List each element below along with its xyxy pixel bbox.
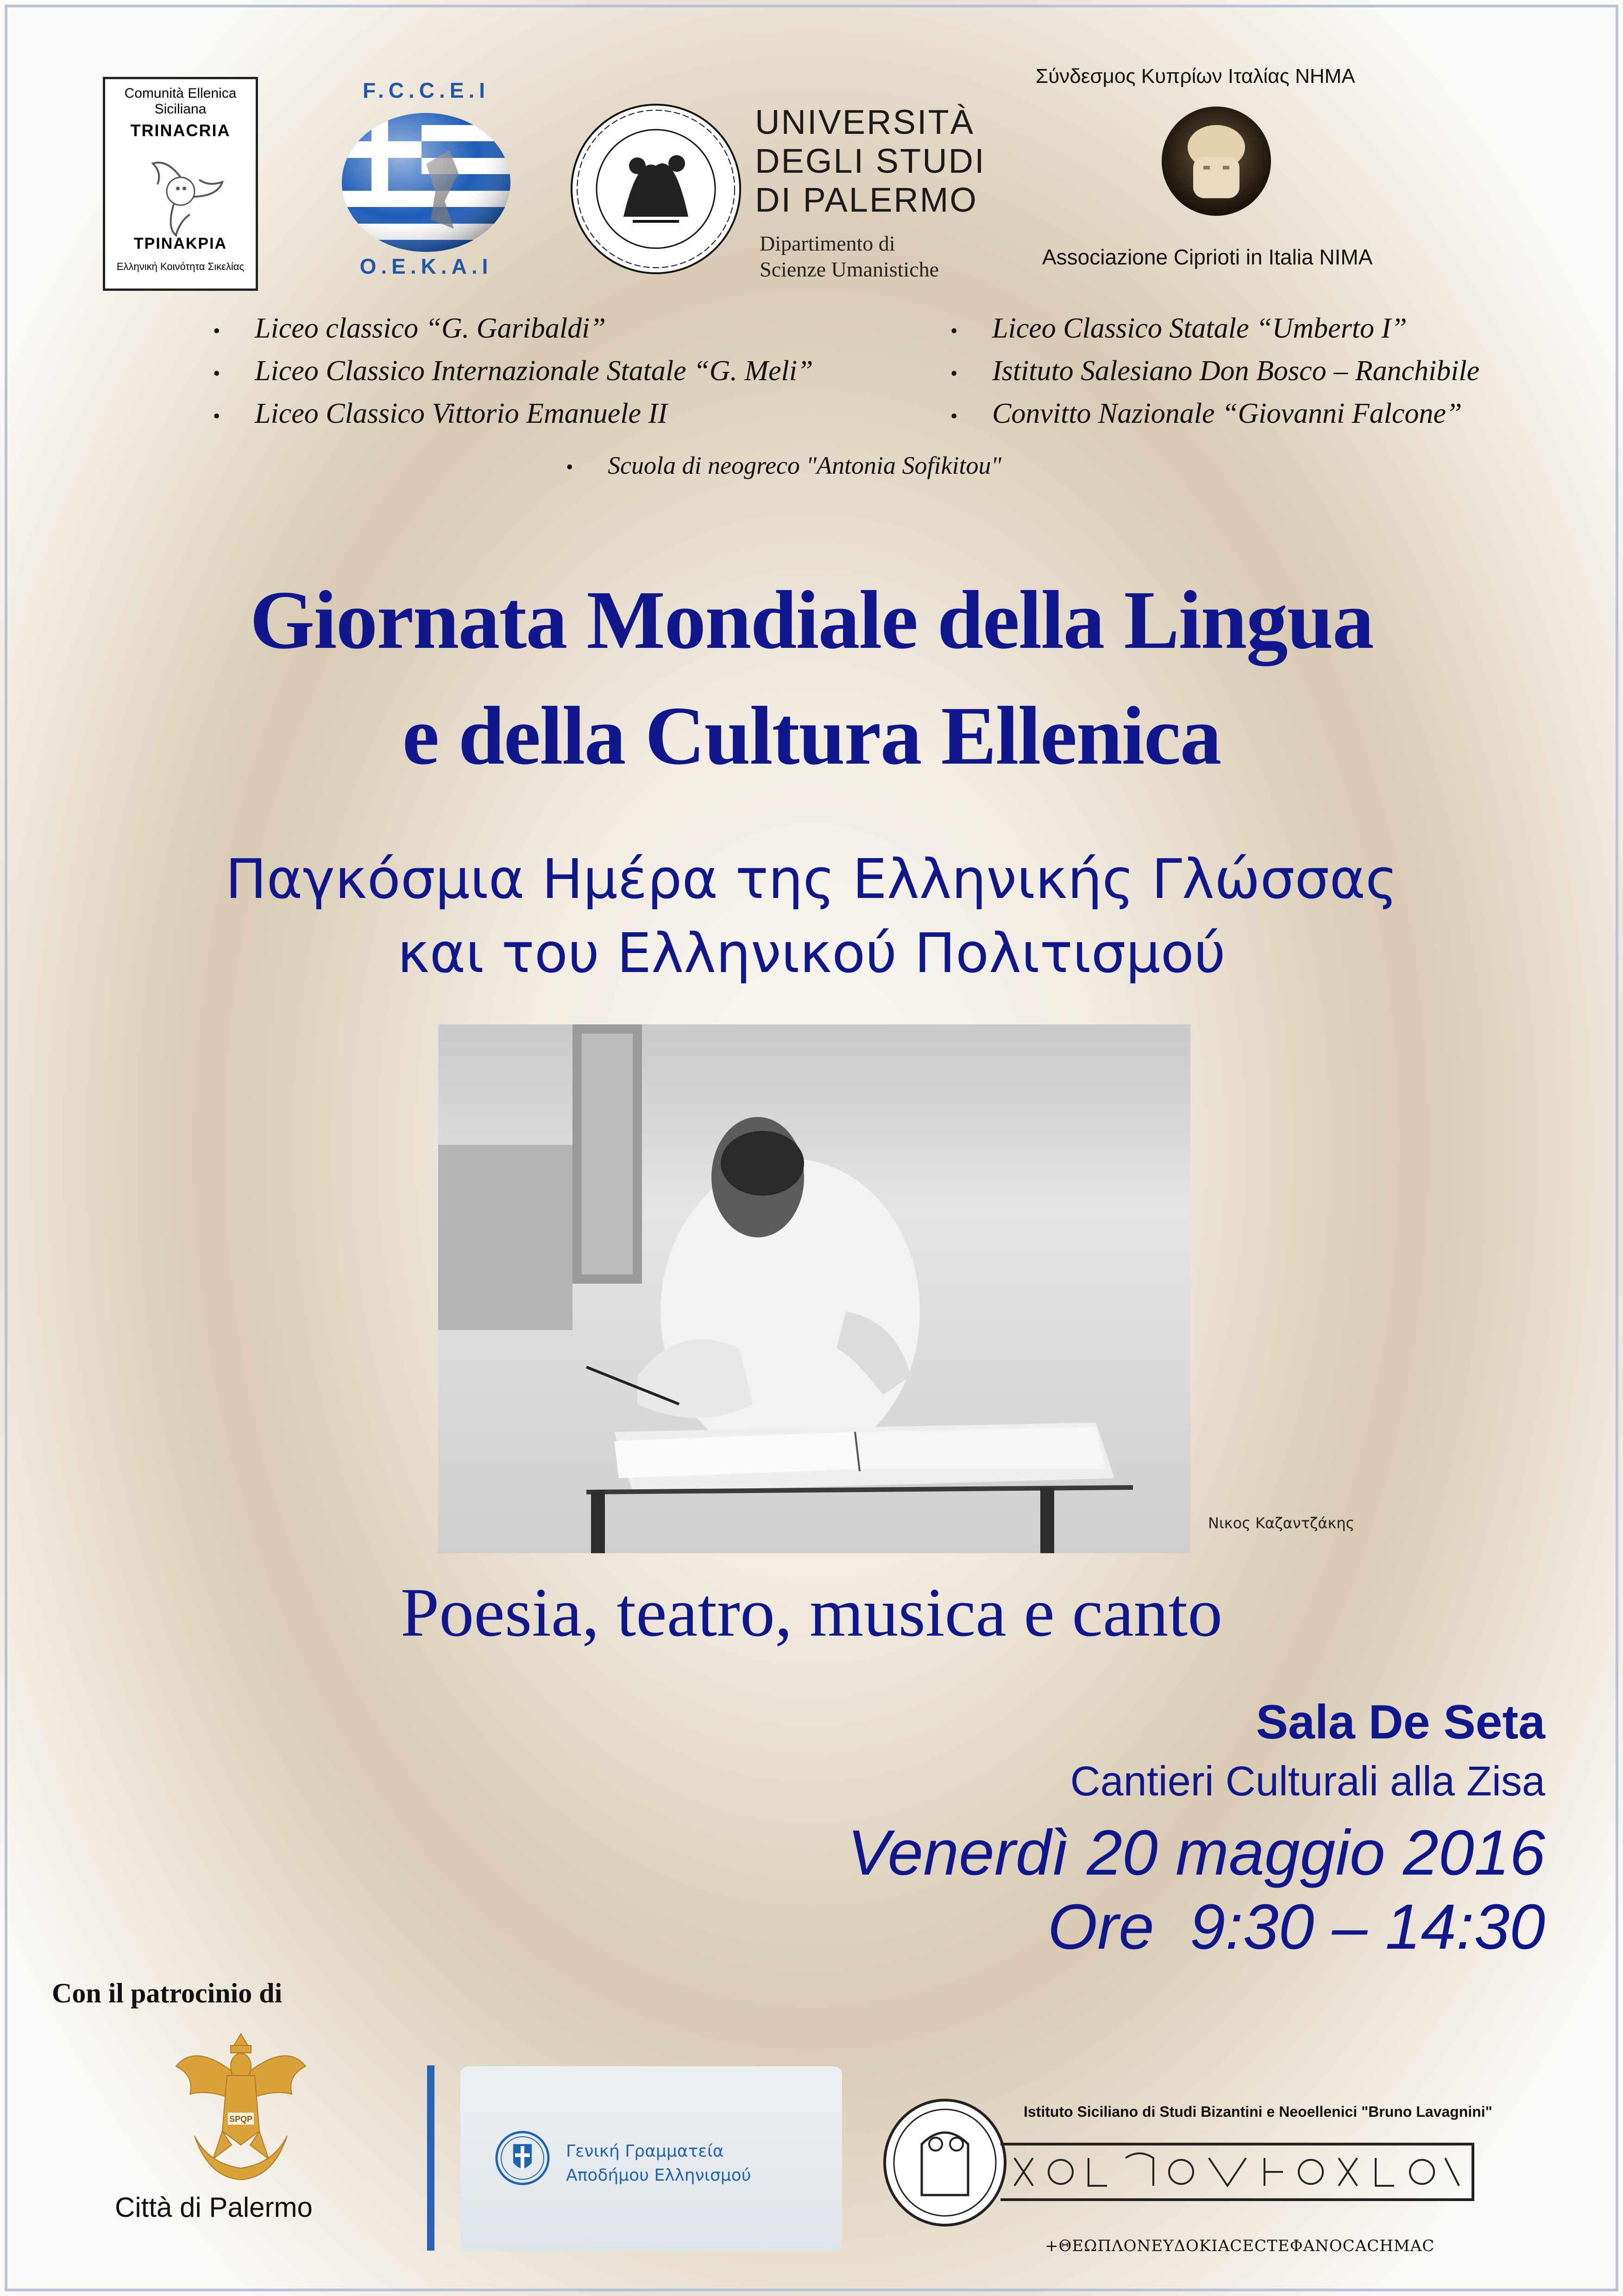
event-time: Ore 9:30 – 14:30 <box>1047 1891 1545 1963</box>
schools-list-right <box>950 308 1479 436</box>
writer-at-desk-image <box>438 1024 1190 1553</box>
trinacria-logo: Comunità Ellenica Siciliana TRINACRIA ΤΡΙΝΑΚΡΙΑ Ελληνική Κοινότητα Σικελίας <box>103 77 258 291</box>
istituto-name: Istituto Siciliano di Studi Bizantini e Neoellenici "Bruno Lavagnini" <box>1024 2103 1492 2120</box>
event-title-greek: Παγκόσμια Ημέρα της Ελληνικής Γλώσσας και του Ελληνικού Πολιτισμού <box>225 847 1398 985</box>
venue-hall: Sala De Seta <box>1256 1695 1545 1749</box>
event-date: Venerdì 20 maggio 2016 <box>847 1817 1545 1888</box>
university-seal-icon <box>568 101 744 277</box>
university-department: Dipartimento di Scienze Umanistiche <box>760 232 939 281</box>
greek-flag-globe-icon <box>338 108 514 257</box>
palermo-city-label: Città di Palermo <box>115 2192 313 2223</box>
fccei-label-bottom: O.E.K.A.I <box>359 254 493 278</box>
palermo-eagle-icon <box>167 2025 315 2187</box>
list-item: • Liceo Classico Statale “Umberto I” <box>950 313 1407 344</box>
list-item: • Convitto Nazionale “Giovanni Falcone” <box>950 398 1462 429</box>
greek-coat-of-arms-icon <box>495 2130 550 2186</box>
cyprus-assoc-italian: Associazione Ciprioti in Italia NIMA <box>1042 245 1373 269</box>
triskelion-icon <box>130 145 232 238</box>
photo-caption: Νικος Καζαντζάκης <box>1208 1514 1355 1532</box>
list-item: • Liceo Classico Vittorio Emanuele II <box>213 398 667 429</box>
event-subtitle: Poesia, teatro, musica e canto <box>400 1574 1223 1651</box>
schools-list-center: • Scuola di neogreco "Antonia Sofikitou" <box>566 452 1002 479</box>
list-item: • Liceo classico “G. Garibaldi” <box>213 313 606 344</box>
fccei-label-top: F.C.C.E.I <box>362 78 490 102</box>
palermo-seal-text: SPQP <box>229 2114 253 2124</box>
university-name: UNIVERSITÀ DEGLI STUDI DI PALERMO <box>755 103 986 219</box>
list-item: • Istituto Salesiano Don Bosco – Ranchibile <box>950 355 1480 387</box>
cyprus-assoc-logo-icon <box>1161 106 1272 217</box>
gen-secretariat-text: Γενική Γραμματεία Αποδήμου Ελληνισμού <box>566 2142 751 2185</box>
gen-secretariat-bar <box>427 2065 434 2251</box>
schools-list-left <box>213 308 813 436</box>
patronage-label: Con il patrocinio di <box>52 1978 283 2008</box>
cyprus-assoc-greek: Σύνδεσμος Κυπρίων Ιταλίας ΝΗΜΑ <box>1036 65 1355 88</box>
kazantzakis-photo <box>438 1024 1190 1553</box>
byzantine-seal-icon <box>880 2093 1478 2232</box>
venue-place: Cantieri Culturali alla Zisa <box>1070 1758 1545 1805</box>
istituto-greek-inscription: +ΘΕΩΠΛΟΝΕΥΔΟΚΙΑCECTΕΦΑΝΟCACHMAC <box>1045 2237 1435 2255</box>
list-item: • Liceo Classico Internazionale Statale “G. Meli” <box>213 355 813 387</box>
event-title: Giornata Mondiale della Lingua e della Cultura Ellenica <box>250 574 1373 782</box>
